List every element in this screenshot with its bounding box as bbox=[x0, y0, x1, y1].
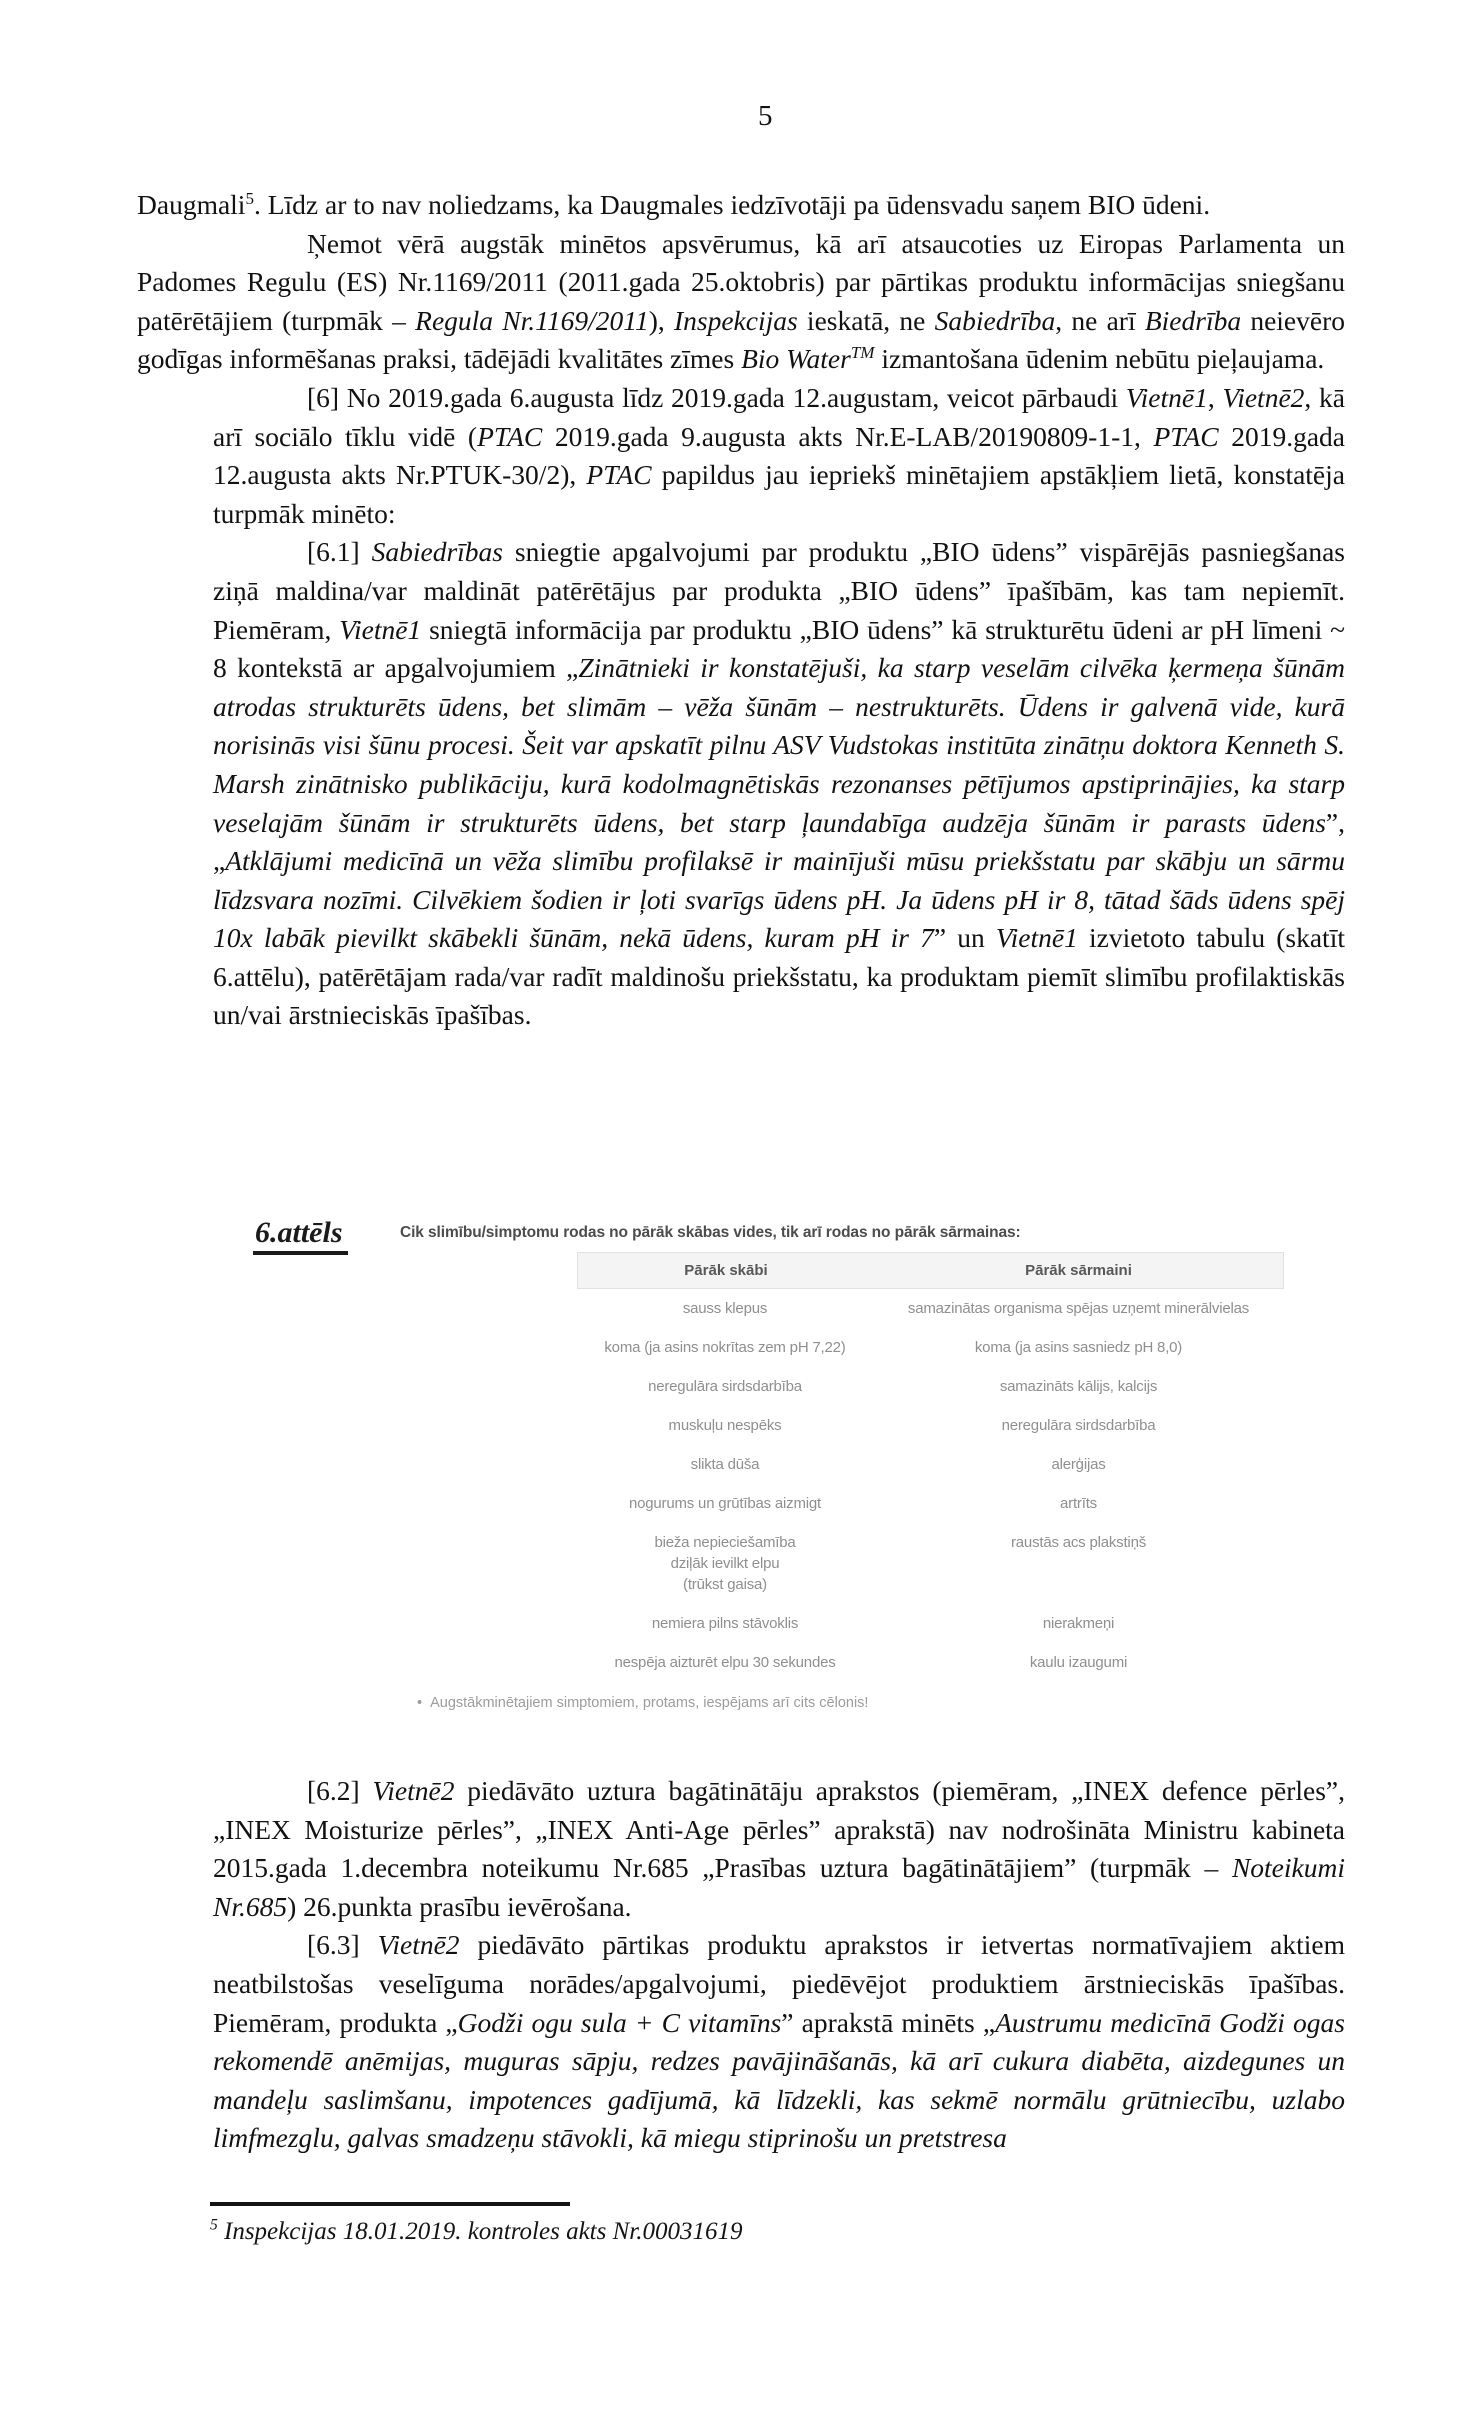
table-row bbox=[577, 1406, 1284, 1445]
figure-note-text: Augstākminētajiem simptomiem, protams, iespējams arī cits cēlonis! bbox=[430, 1695, 869, 1711]
body-paragraph-6: [6] No 2019.gada 6.augusta līdz 2019.gada 12.augustam, veicot pārbaudi Vietnē1, Vietnē2, kā arī sociālo tīklu vidē (PTAC 2019.gada 9.augusta akts Nr.E-LAB/20190809-1-1, PTAC 2019.gada 12.augusta akts Nr.PTUK-30/2), PTAC papildus jau iepriekš minētajiem apstākļiem lietā, konstatēja turpmāk minēto: bbox=[213, 381, 1345, 529]
table-cell: nogurums un grūtības aizmigt bbox=[628, 1495, 821, 1512]
body-paragraph-continuation: Daugmali$^5$. Līdz ar to nav noliedzams, ka Daugmales iedzīvotāji pa ūdensvadu saņem BIO ūdeni. bbox=[137, 188, 1211, 220]
table-row bbox=[577, 1523, 1284, 1604]
table-row bbox=[577, 1604, 1284, 1643]
footnote bbox=[210, 2202, 1110, 2246]
table-cell: nierakmeņi bbox=[1042, 1615, 1115, 1632]
figure-note bbox=[417, 1695, 868, 1711]
symptoms-table bbox=[577, 1252, 1284, 1682]
table-cell: nespēja aizturēt elpu 30 sekundes bbox=[614, 1654, 836, 1671]
table-cell: alerģijas bbox=[1051, 1456, 1106, 1473]
body-paragraph-6-1: [6.1] Sabiedrības sniegtie apgalvojumi par produktu „BIO ūdens” vispārējās pasniegšanas ziņā maldina/var maldināt patērētājus par produkta „BIO ūdens” īpašībām, kas tam nepiemīt. Piemēram, Vietnē1 sniegtā informācija par produktu „BIO ūdens” kā strukturētu ūdeni ar pH līmeni ~ 8 kontekstā ar apgalvojumiem „Zinātnieki ir konstatējuši, ka starp veselām cilvēka ķermeņa šūnām atrodas strukturēts ūdens, bet slimām – vēža šūnām – nestrukturēts. Ūdens ir galvenā vide, kurā norisinās visi šūnu procesi. Šeit var apskatīt pilnu ASV Vudstokas institūta zinātņu doktora Kenneth S. Marsh zinātnisko publikāciju, kurā kodolmagnētiskās rezonanses pētījumos apstiprinājies, ka starp veselajām šūnām ir strukturēts ūdens, bet starp ļaundabīga audzēja šūnām ir parasts ūdens”, „Atklājumi medicīnā un vēža slimību profilaksē ir mainījuši mūsu priekšstatu par skābju un sārmu līdzsvara nozīmi. Cilvēkiem šodien ir ļoti svarīgs ūdens pH. Ja ūdens pH ir 8, tātad šāds ūdens spēj 10x labāk pievilkt skābekli šūnām, nekā ūdens, kuram pH ir 7” un Vietnē1 izvietoto tabulu (skatīt 6.attēlu), patērētājam rada/var radīt maldinošu priekšstatu, ka produktam piemīt slimību profilaktiskās un/vai ārstnieciskās īpašības. bbox=[213, 536, 1345, 1031]
table-cell: sauss klepus bbox=[682, 1300, 768, 1317]
table-cell: koma (ja asins sasniedz pH 8,0) bbox=[974, 1339, 1183, 1356]
table-header-row bbox=[577, 1252, 1284, 1289]
table-cell: koma (ja asins nokrītas zem pH 7,22) bbox=[604, 1339, 846, 1356]
table-cell: samazinātas organisma spējas uzņemt minerālvielas bbox=[907, 1300, 1250, 1317]
table-cell: muskuļu nespēks bbox=[668, 1417, 782, 1434]
figure-6 bbox=[137, 1208, 1345, 1768]
table-cell: raustās acs plakstiņš bbox=[1010, 1534, 1147, 1551]
table-cell: neregulāra sirdsdarbība bbox=[1001, 1417, 1156, 1434]
table-cell: bieža nepieciešamība dziļāk ievilkt elpu (trūkst gaisa) bbox=[654, 1534, 796, 1593]
table-rows bbox=[577, 1289, 1284, 1682]
figure-title: Cik slimību/simptomu rodas no pārāk skābas vides, tik arī rodas no pārāk sārmainas: bbox=[400, 1224, 1021, 1241]
table-cell: nemiera pilns stāvoklis bbox=[651, 1615, 799, 1632]
page-number: 5 bbox=[758, 100, 773, 132]
body-text-bottom bbox=[137, 1772, 1345, 2158]
table-cell: slikta dūša bbox=[690, 1456, 760, 1473]
table-cell: samazināts kālijs, kalcijs bbox=[999, 1378, 1158, 1395]
table-row bbox=[577, 1643, 1284, 1682]
footnote-text: $^5$ Inspekcijas 18.01.2019. kontroles akts Nr.00031619 bbox=[210, 2216, 743, 2245]
body-text-top bbox=[137, 186, 1345, 1035]
footnote-marker: 5 bbox=[210, 2216, 218, 2234]
table-header-cell-acidic: Pārāk skābi bbox=[684, 1262, 768, 1279]
bullet-icon: • bbox=[417, 1695, 423, 1711]
footnote-rule bbox=[210, 2202, 570, 2206]
body-paragraph-regulation: Ņemot vērā augstāk minētos apsvērumus, kā arī atsaucoties uz Eiropas Parlamenta un Padomes Regulu (ES) Nr.1169/2011 (2011.gada 25.oktobris) par pārtikas produktu informācijas sniegšanu patērētājiem (turpmāk – Regula Nr.1169/2011), Inspekcijas ieskatā, ne Sabiedrība, ne arī Biedrība neievēro godīgas informēšanas praksi, tādējādi kvalitātes zīmes Bio Water™ izmantošana ūdenim nebūtu pieļaujama. bbox=[137, 227, 1345, 375]
table-row bbox=[577, 1328, 1284, 1367]
table-cell: neregulāra sirdsdarbība bbox=[648, 1378, 802, 1395]
body-paragraph-6-2: [6.2] Vietnē2 piedāvāto uztura bagātinātāju aprakstos (piemēram, „INEX defence pērles”, „INEX Moisturize pērles”, „INEX Anti-Age pērles” aprakstā) nav nodrošināta Ministru kabineta 2015.gada 1.decembra noteikumu Nr.685 „Prasības uztura bagātinātājiem” (turpmāk – Noteikumi Nr.685) 26.punkta prasību ievērošana. bbox=[213, 1775, 1345, 1922]
table-row bbox=[577, 1484, 1284, 1523]
body-paragraph-6-3: [6.3] Vietnē2 piedāvāto pārtikas produktu aprakstos ir ietvertas normatīvajiem aktiem neatbilstošas veselīguma norādes/apgalvojumi, piedēvējot produktiem ārstnieciskās īpašības. Piemēram, produkta „Godži ogu sula + C vitamīns” aprakstā minēts „Austrumu medicīnā Godži ogas rekomendē anēmijas, muguras sāpju, redzes pavājināšanās, kā arī cukura diabēta, aizdegunes un mandeļu saslimšanu, impotences gadījumā, kā līdzekli, kas sekmē normālu grūtniecību, uzlabo limfmezglu, galvas smadzeņu stāvokli, kā miegu stiprinošu un pretstresa bbox=[213, 1929, 1345, 2154]
table-row bbox=[577, 1445, 1284, 1484]
figure-label: 6.attēls bbox=[253, 1216, 348, 1255]
table-row bbox=[577, 1289, 1284, 1328]
table-cell: kaulu izaugumi bbox=[1029, 1654, 1128, 1671]
table-cell: artrīts bbox=[1060, 1495, 1097, 1512]
table-header-cell-alkaline: Pārāk sārmaini bbox=[1025, 1262, 1132, 1279]
table-row bbox=[577, 1367, 1284, 1406]
